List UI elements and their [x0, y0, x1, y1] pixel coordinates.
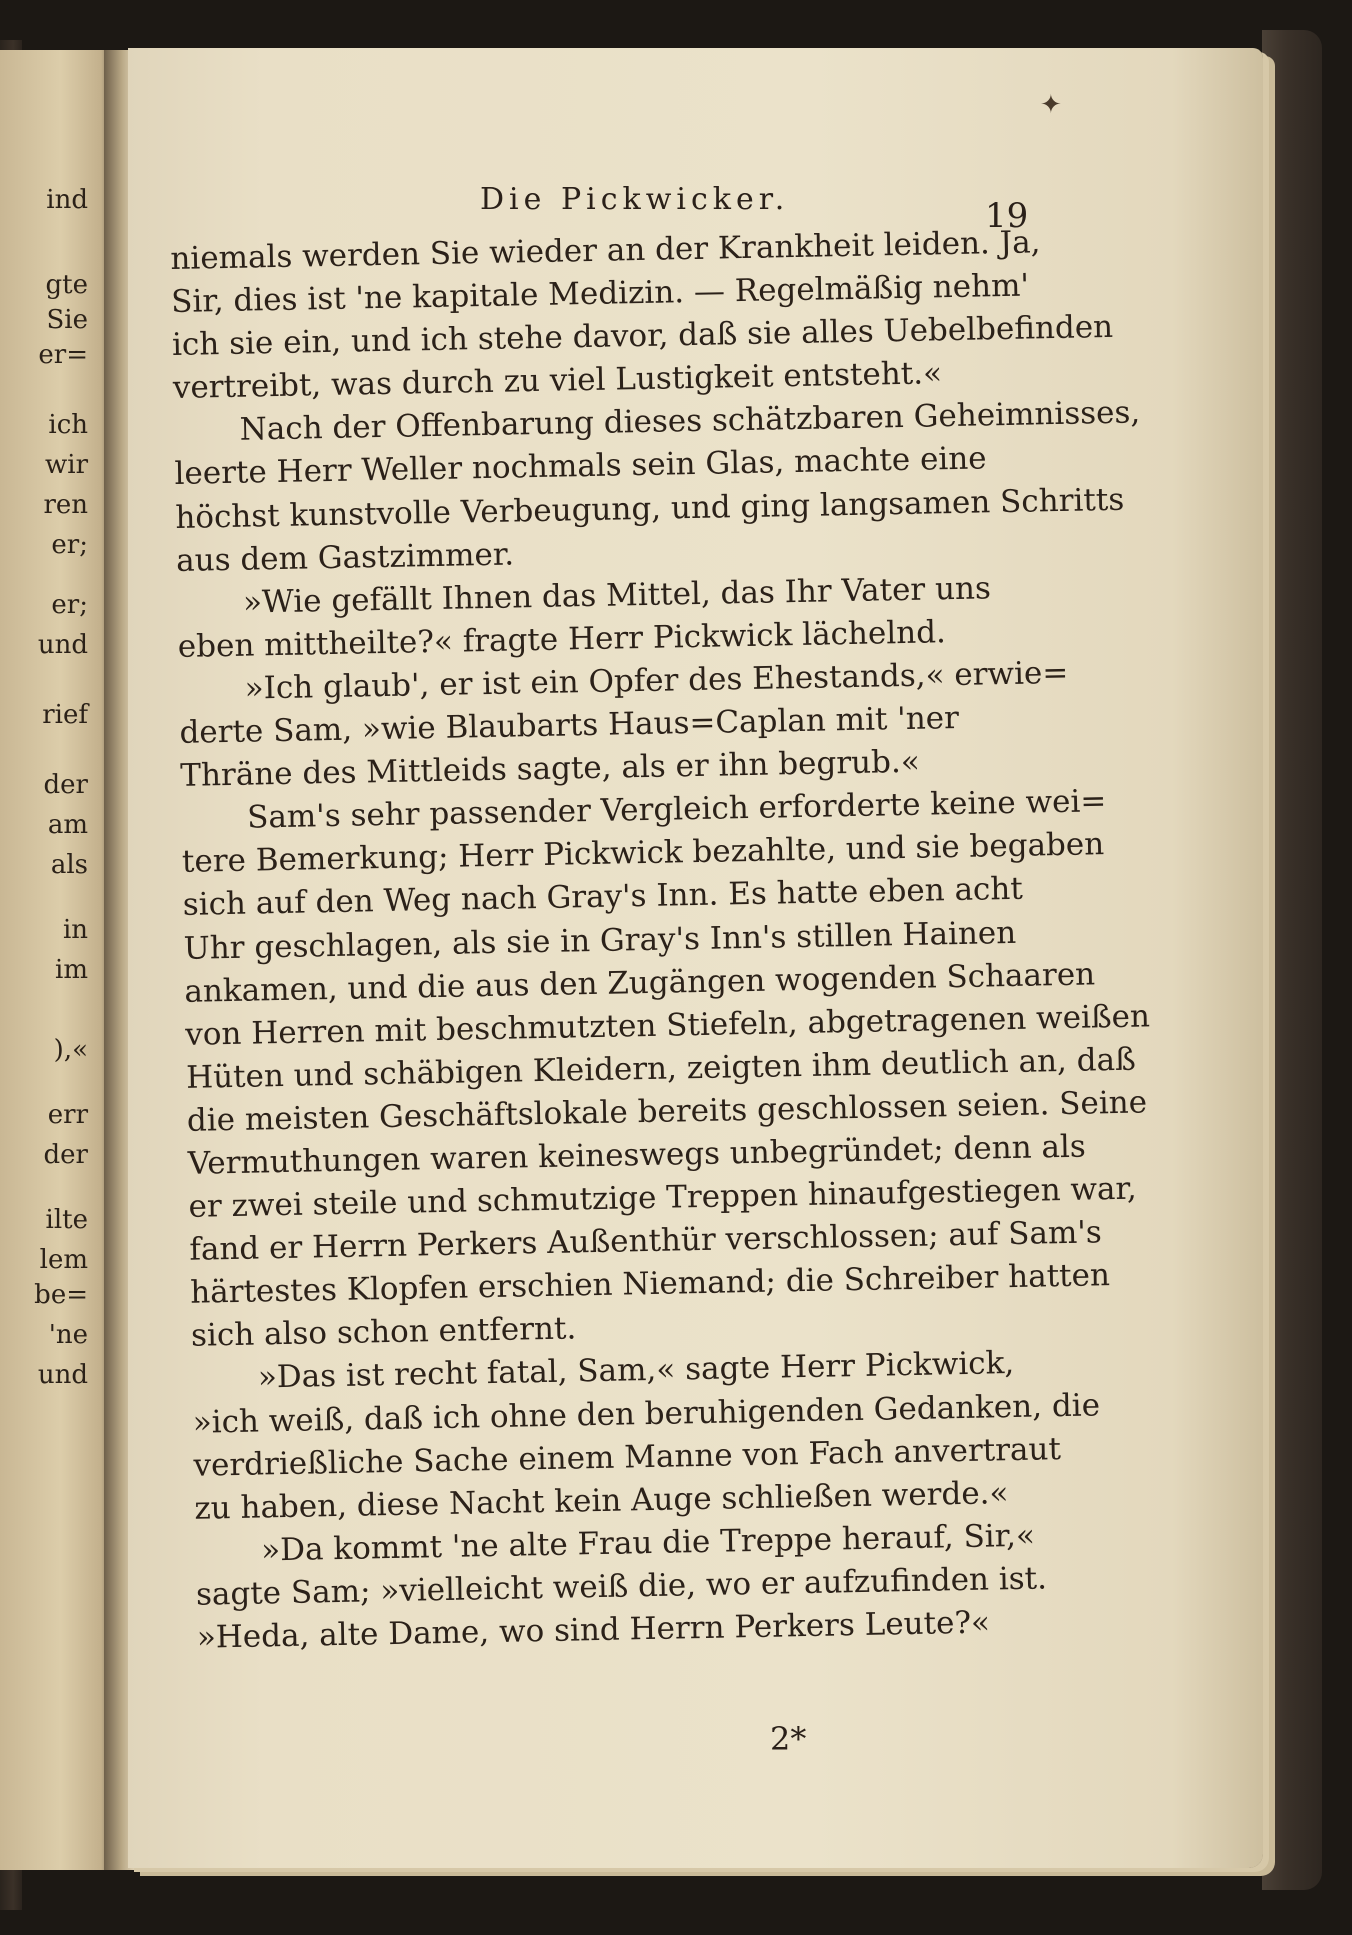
text-line: zu haben, diese Nacht kein Auge schließen werde.« [194, 1474, 1009, 1527]
previous-page-text-fragment: gte [45, 270, 88, 300]
text-line: fand er Herrn Perkers Außenthür verschlossen; auf Sam's [189, 1214, 1103, 1268]
previous-page-text-fragment: wir [45, 450, 88, 480]
ink-smudge-mark: ✦ [1040, 90, 1062, 120]
text-line: aus dem Gastzimmer. [175, 536, 515, 579]
text-line: Sir, dies ist 'ne kapitale Medizin. — Regelmäßig nehm' [170, 267, 1030, 321]
previous-page-text-fragment: der [43, 1140, 88, 1170]
text-line: Thräne des Mittleids sagte, als er ihn begrub.« [179, 743, 921, 795]
previous-page-edge [0, 50, 110, 1870]
text-line: härtestes Klopfen erschien Niemand; die Schreiber hatten [189, 1257, 1111, 1312]
text-line: die meisten Geschäftslokale bereits geschlossen seien. Seine [186, 1084, 1148, 1139]
previous-page-text-fragment: err [47, 1100, 88, 1130]
body-text [170, 222, 1151, 1660]
previous-page-text-fragment: am [47, 810, 88, 840]
text-line: verdrießliche Sache einem Manne von Fach anvertraut [193, 1430, 1062, 1484]
text-line: Uhr geschlagen, als sie in Gray's Inn's stillen Hainen [183, 914, 1017, 967]
text-line: Vermuthungen waren keineswegs unbegründet; denn als [187, 1128, 1087, 1182]
text-line: Nach der Offenbarung dieses schätzbaren Geheimnisses, [239, 394, 1141, 449]
previous-page-text-fragment: ich [48, 410, 88, 440]
running-title: Die Pickwicker. [480, 182, 790, 217]
previous-page-text-fragment: im [55, 955, 88, 985]
previous-page-text-fragment: ren [43, 490, 88, 520]
text-line: »Ich glaub', er ist ein Opfer des Ehestands,« erwie= [244, 654, 1069, 707]
previous-page-text-fragment: lem [39, 1245, 88, 1275]
text-line: vertreibt, was durch zu viel Lustigkeit entsteht.« [172, 355, 943, 407]
previous-page-text-fragment: der [43, 770, 88, 800]
previous-page-text-fragment: 'ne [48, 1320, 88, 1350]
text-line: »Da kommt 'ne alte Frau die Treppe herauf, Sir,« [260, 1517, 1036, 1569]
previous-page-text-fragment: ),« [53, 1035, 88, 1065]
text-line: Hüten und schäbigen Kleidern, zeigten ihm deutlich an, daß [185, 1041, 1137, 1096]
previous-page-text-fragment: in [62, 915, 88, 945]
text-line: sagte Sam; »vielleicht weiß die, wo er aufzufinden ist. [195, 1560, 1048, 1613]
previous-page-text-fragment: als [50, 850, 88, 880]
previous-page-text-fragment: rief [42, 700, 88, 730]
text-line: »Das ist recht fatal, Sam,« sagte Herr Pickwick, [257, 1345, 1015, 1396]
text-line: höchst kunstvolle Verbeugung, und ging langsamen Schritts [175, 481, 1125, 536]
previous-page-text-fragment: er; [51, 590, 88, 620]
text-line: sich also schon entfernt. [190, 1310, 577, 1355]
previous-page-text-fragment: Sie [46, 305, 88, 335]
previous-page-text-fragment: er; [51, 530, 88, 560]
text-line: »ich weiß, daß ich ohne den beruhigenden Gedanken, die [192, 1386, 1101, 1441]
text-line: von Herren mit beschmutzten Stiefeln, abgetragenen weißen [184, 998, 1151, 1053]
previous-page-text-fragment: ilte [45, 1205, 88, 1235]
text-line: sich auf den Weg nach Gray's Inn. Es hatte eben acht [182, 871, 1024, 924]
previous-page-text-fragment: ind [46, 185, 88, 215]
previous-page-text-fragment: und [37, 1360, 88, 1390]
text-line: »Wie gefällt Ihnen das Mittel, das Ihr Vater uns [242, 570, 992, 621]
signature-mark: 2* [770, 1720, 807, 1758]
text-line: »Heda, alte Dame, wo sind Herrn Perkers Leute?« [196, 1604, 991, 1656]
text-line: eben mittheilte?« fragte Herr Pickwick lächelnd. [177, 614, 947, 665]
text-line: derte Sam, »wie Blaubarts Haus=Caplan mit 'ner [179, 699, 960, 751]
text-line: tere Bemerkung; Herr Pickwick bezahlte, und sie begaben [181, 826, 1105, 881]
text-line: ich sie ein, und ich stehe davor, daß sie alles Uebelbefinden [171, 309, 1114, 364]
text-line: ankamen, und die aus den Zugängen wogenden Schaaren [184, 955, 1096, 1010]
text-line: er zwei steile und schmutzige Treppen hinaufgestiegen war, [188, 1170, 1138, 1225]
book-cover-right-edge [1262, 30, 1322, 1890]
text-line: niemals werden Sie wieder an der Krankheit leiden. Ja, [170, 224, 1041, 277]
text-line: Sam's sehr passender Vergleich erforderte keine wei= [246, 783, 1107, 836]
previous-page-text-fragment: er= [38, 340, 88, 370]
text-line: leerte Herr Weller nochmals sein Glas, machte eine [174, 440, 987, 493]
previous-page-text-fragment: und [37, 630, 88, 660]
page-number: 19 [985, 196, 1029, 236]
previous-page-text-fragment: be= [34, 1280, 88, 1310]
